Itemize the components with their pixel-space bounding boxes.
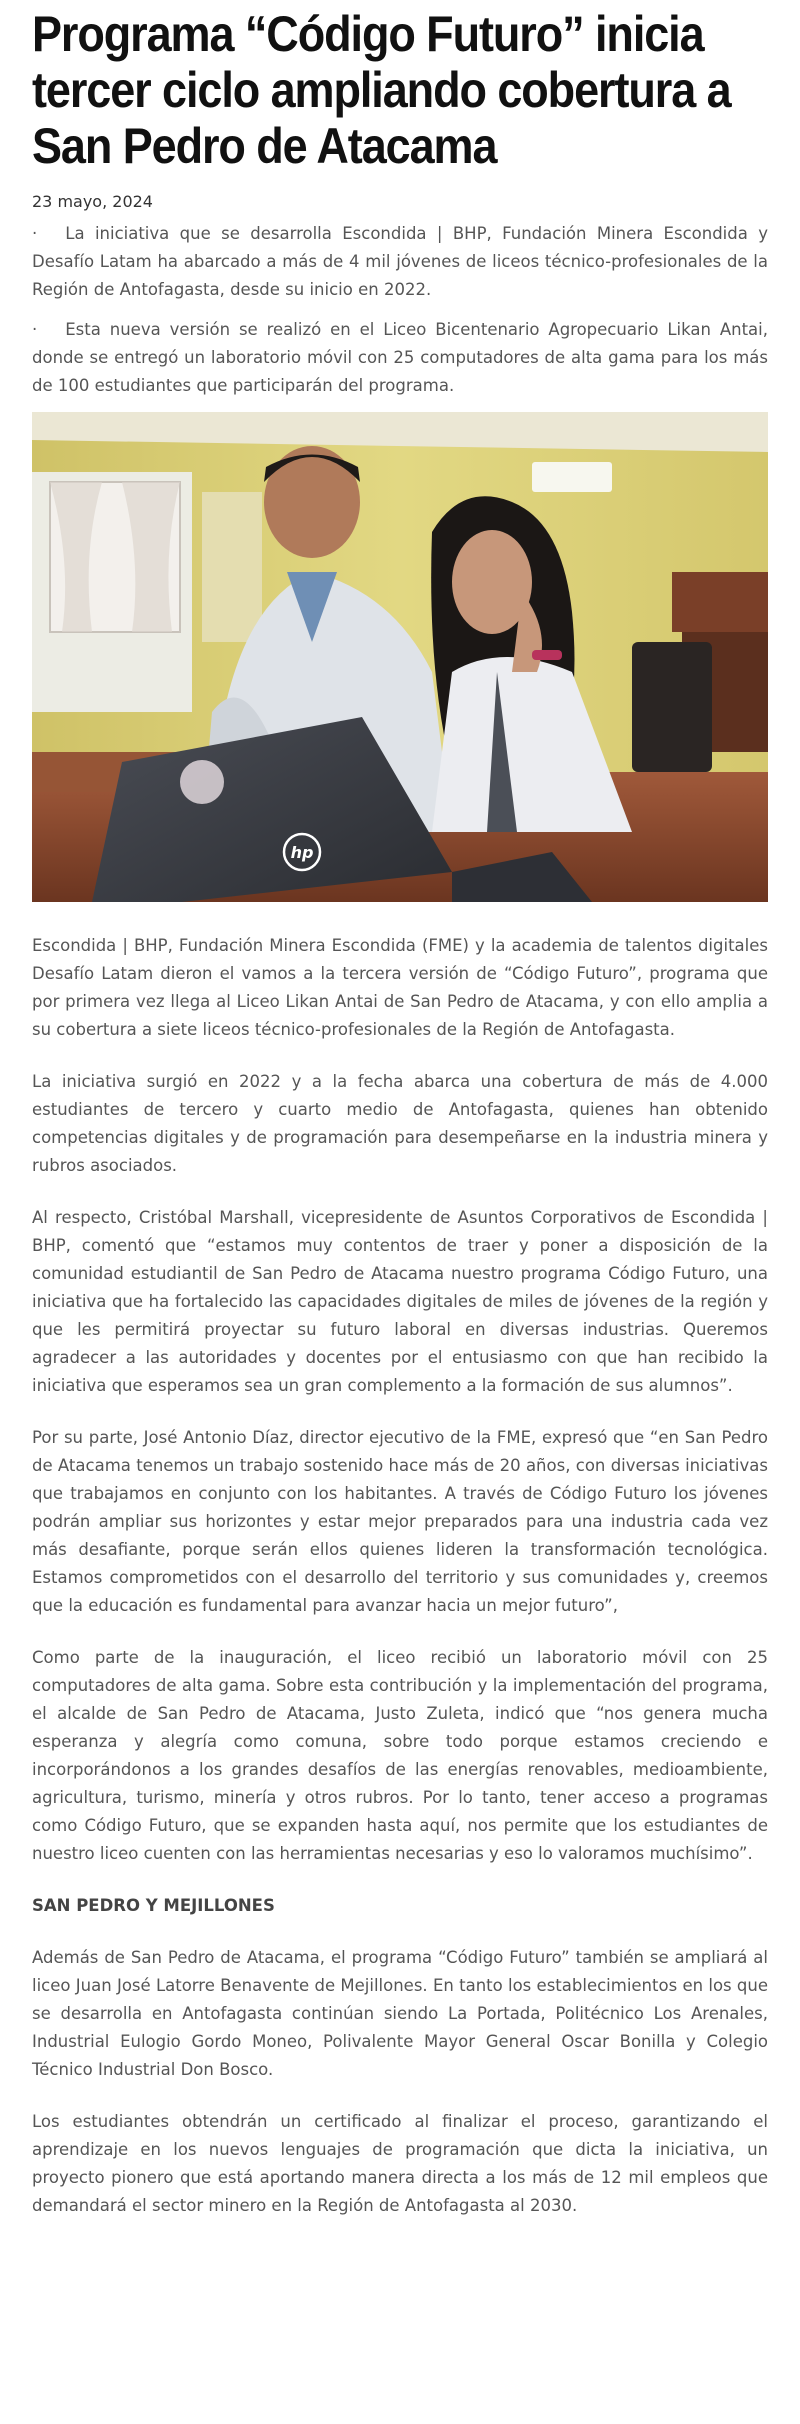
body-paragraph: Los estudiantes obtendrán un certificado al finalizar el proceso, garantizando el aprendizaje en los nuevos lenguajes de programación que dicta la iniciativa, un proyecto pionero que está aportando manera directa a los más de 12 mil empleos que demandará el sector minero en la Región de Antofagasta al 2030. (32, 2112, 768, 2215)
bullet-text: La iniciativa que se desarrolla Escondida | BHP, Fundación Minera Escondida y Desafío Latam ha abarcado a más de 4 mil jóvenes de liceos técnico-profesionales de la Región de Antofagasta, desde su inicio en 2022. (32, 224, 768, 299)
publish-date: 23 mayo, 2024 (32, 192, 153, 211)
bullet-text: Esta nueva versión se realizó en el Liceo Bicentenario Agropecuario Likan Antai, donde se entregó un laboratorio móvil con 25 computadores de alta gama para los más de 100 estudiantes que participarán del programa. (32, 320, 768, 395)
bullet-symbol: · (32, 224, 38, 243)
summary-bullet (32, 316, 768, 400)
body-paragraph: Por su parte, José Antonio Díaz, director ejecutivo de la FME, expresó que “en San Pedro de Atacama tenemos un trabajo sostenido hace más de 20 años, con diversas iniciativas que trabajamos en conjunto con los habitantes. A través de Código Futuro los jóvenes podrán ampliar sus horizontes y estar mejor preparados para una industria cada vez más desafiante, porque serán ellos quienes lideren la transformación tecnológica. Estamos comprometidos con el desarrollo del territorio y sus comunidades y, creemos que la educación es fundamental para avanzar hacia un mejor futuro”, (32, 1428, 768, 1615)
article-photo (32, 412, 768, 902)
summary-bullet (32, 220, 768, 304)
bullet-symbol: · (32, 320, 38, 339)
laptop-logo: hp (290, 843, 314, 862)
section-subheading: SAN PEDRO Y MEJILLONES (32, 1896, 275, 1915)
body-paragraph: La iniciativa surgió en 2022 y a la fecha abarca una cobertura de más de 4.000 estudiantes de tercero y cuarto medio de Antofagasta, quienes han obtenido competencias digitales y de programación para desempeñarse en la industria minera y rubros asociados. (32, 1072, 768, 1175)
body-paragraph: Escondida | BHP, Fundación Minera Escondida (FME) y la academia de talentos digitales Desafío Latam dieron el vamos a la tercera versión de “Código Futuro”, programa que por primera vez llega al Liceo Likan Antai de San Pedro de Atacama, y con ello amplia a su cobertura a siete liceos técnico-profesionales de la Región de Antofagasta. (32, 936, 768, 1039)
body-paragraph: Al respecto, Cristóbal Marshall, vicepresidente de Asuntos Corporativos de Escondida | BHP, comentó que “estamos muy contentos de traer y poner a disposición de la comunidad estudiantil de San Pedro de Atacama nuestro programa Código Futuro, una iniciativa que ha fortalecido las capacidades digitales de miles de jóvenes de la región y que les permitirá proyectar su futuro laboral en diversas industrias. Queremos agradecer a las autoridades y docentes por el entusiasmo con que han recibido la iniciativa que esperamos sea un gran complemento a la formación de sus alumnos”. (32, 1208, 768, 1395)
body-paragraph: Además de San Pedro de Atacama, el programa “Código Futuro” también se ampliará al liceo Juan José Latorre Benavente de Mejillones. En tanto los establecimientos en los que se desarrolla en Antofagasta continúan siendo La Portada, Politécnico Los Arenales, Industrial Eulogio Gordo Moneo, Polivalente Mayor General Oscar Bonilla y Colegio Técnico Industrial Don Bosco. (32, 1948, 768, 2079)
body-paragraph: Como parte de la inauguración, el liceo recibió un laboratorio móvil con 25 computadores de alta gama. Sobre esta contribución y la implementación del programa, el alcalde de San Pedro de Atacama, Justo Zuleta, indicó que “nos genera mucha esperanza y alegría como comuna, sobre todo porque estamos creciendo e incorporándonos a los grandes desafíos de las energías renovables, medioambiente, agricultura, turismo, minería y otros rubros. Por lo tanto, tener acceso a programas como Código Futuro, que se expanden hasta aquí, nos permite que los estudiantes de nuestro liceo cuenten con las herramientas necesarias y eso lo valoramos muchísimo”. (32, 1648, 768, 1863)
ceiling-light (532, 462, 612, 492)
article-title: Programa “Código Futuro” inicia tercer ciclo ampliando cobertura a San Pedro de Atacama (32, 6, 731, 174)
article (32, 0, 768, 2220)
